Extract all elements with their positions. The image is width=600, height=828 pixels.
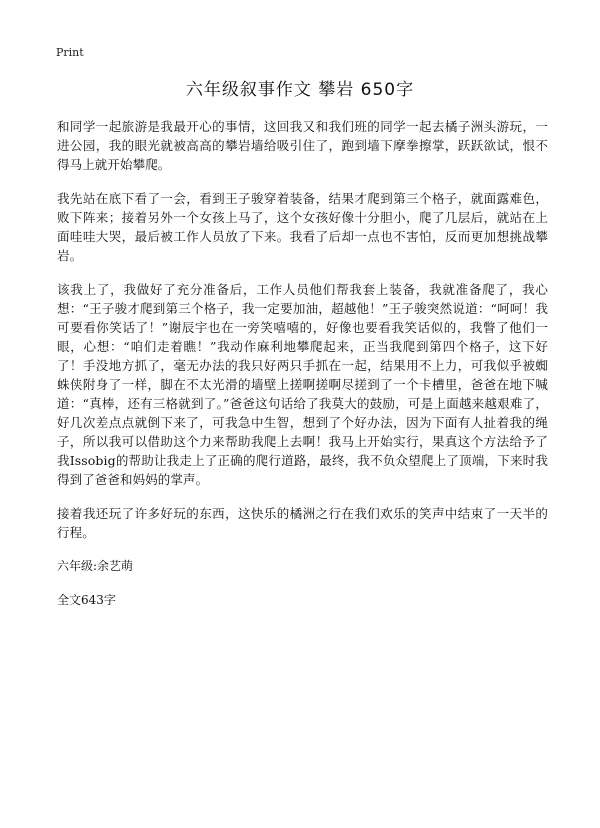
paragraph-2: 我先站在底下看了一会，看到王子骏穿着装备，结果才爬到第三个格子，就面露难色，败下阵来；接着另外一个女孩上马了，这个女孩好像十分胆小，爬了几层后，就站在上面哇哇大哭，最后被工作人员放了下来。我看了后却一点也不害怕，反而更加想挑战攀岩。 bbox=[57, 191, 548, 263]
article-title: 六年级叙事作文 攀岩 650字 bbox=[185, 80, 415, 100]
print-label: Print bbox=[56, 46, 84, 59]
paragraph-1: 和同学一起旅游是我最开心的事情，这回我又和我们班的同学一起去橘子洲头游玩，一进公园，我的眼光就被高高的攀岩墙给吸引住了，跑到墙下摩拳擦掌，跃跃欲试，恨不得马上就开始攀爬。 bbox=[57, 119, 548, 172]
paragraph-3: 该我上了，我做好了充分准备后，工作人员他们帮我套上装备，我就准备爬了，我心想：“王子骏才爬到第三个格子，我一定要加油，超越他！”王子骏突然说道：“呵呵！我可要看你笑话了！”谢辰宇也在一旁笑嘻嘻的，好像也要看我笑话似的，我瞥了他们一眼，心想：“咱们走着瞧！”我动作麻利地攀爬起来，正当我爬到第四个格子，这下好了！手没地方抓了，毫无办法的我只好两只手抓在一起，结果用不上力，可我似乎被蜘蛛侠附身了一样，脚在不太光滑的墙壁上搓啊搓啊尽搓到了一个卡槽里，爸爸在地下喊道：“真棒，还有三格就到了。”爸爸这句话给了我莫大的鼓励，可是上面越来越艰难了，好几次差点点就倒下来了，可我急中生智，想到了个好办法，因为下面有人扯着我的绳子，所以我可以借助这个力来帮助我爬上去啊！我马上开始实行，果真这个方法给予了我Issobig的帮助让我走上了正确的爬行道路，最终，我不负众望爬上了顶端，下来时我得到了爸爸和妈妈的掌声。 bbox=[57, 282, 548, 487]
paragraph-4: 接着我还玩了许多好玩的东西，这快乐的橘洲之行在我们欢乐的笑声中结束了一天半的行程。 bbox=[57, 506, 548, 540]
article-body bbox=[57, 117, 548, 610]
author-signature: 六年级:余艺萌 bbox=[57, 559, 134, 573]
word-count: 全文643字 bbox=[57, 593, 116, 607]
